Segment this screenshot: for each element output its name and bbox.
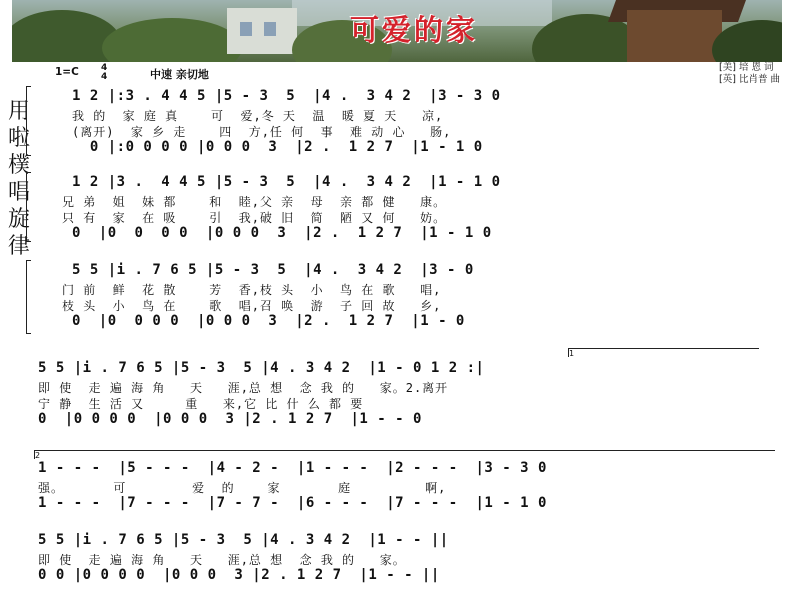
lyric-line: 兄 弟 姐 妹 都 和 睦,父 亲 母 亲 都 健 康。	[62, 195, 447, 209]
house-wall	[227, 8, 297, 54]
side-caption-char: 啦	[7, 126, 30, 151]
notation-line: 0 |0 0 0 0 |0 0 0 3 |2 . 1 2 7 |1 - - 0	[38, 411, 422, 427]
volta-label-2: 2	[35, 451, 41, 460]
time-signature-bottom: 4	[101, 72, 108, 82]
side-caption-char: 律	[7, 234, 30, 259]
lyric-line: 即 使 走 遍 海 角 天 涯,总 想 念 我 的 家。2.离开	[38, 381, 449, 395]
notation-line: 1 2 |:3 . 4 4 5 |5 - 3 5 |4 . 3 4 2 |3 - 3 0	[72, 88, 501, 104]
window	[240, 22, 252, 36]
lyric-line: (离开) 家 乡 走 四 方,任 何 事 难 动 心 肠,	[72, 125, 452, 139]
lyric-line: 我 的 家 庭 真 可 爱,冬 天 温 暖 夏 天 凉,	[72, 109, 444, 123]
notation-line: 5 5 |i . 7 6 5 |5 - 3 5 |4 . 3 4 2 |1 - - ||	[38, 532, 449, 548]
key-signature: 1=C	[55, 66, 79, 78]
system-bracket	[26, 260, 31, 334]
time-signature-top: 4	[101, 63, 108, 73]
notation-line: 0 |:0 0 0 0 |0 0 0 3 |2 . 1 2 7 |1 - 1 0	[72, 139, 483, 155]
volta-label-1: 1	[569, 349, 575, 358]
second-ending-bracket	[34, 450, 775, 459]
lyricist-credit: [美] 培 恩 词	[719, 62, 774, 73]
lyric-line: 只 有 家 在 吸 引 我,破 旧 简 陋 又 何 妨。	[62, 211, 447, 225]
first-ending-bracket	[568, 348, 759, 357]
composer-credit: [英] 比肖普 曲	[719, 74, 780, 85]
time-signature	[101, 64, 107, 82]
song-title: 可爱的家	[350, 13, 479, 47]
notation-line: 0 |0 0 0 0 |0 0 0 3 |2 . 1 2 7 |1 - 0	[72, 313, 465, 329]
notation-line: 1 2 |3 . 4 4 5 |5 - 3 5 |4 . 3 4 2 |1 - 1 0	[72, 174, 501, 190]
notation-line: 5 5 |i . 7 6 5 |5 - 3 5 |4 . 3 4 2 |1 - 0 1 2 :|	[38, 360, 485, 376]
side-caption-char: 唱	[7, 180, 30, 205]
cabin	[627, 10, 722, 62]
lyric-line: 枝 头 小 鸟 在 歌 唱,召 唤 游 子 回 故 乡,	[62, 299, 442, 313]
lyric-line: 强。 可 爱 的 家 庭 啊,	[38, 481, 447, 495]
notation-line: 5 5 |i . 7 6 5 |5 - 3 5 |4 . 3 4 2 |3 - 0	[72, 262, 474, 278]
credits	[719, 62, 780, 86]
notation-line: 0 0 |0 0 0 0 |0 0 0 3 |2 . 1 2 7 |1 - - ||	[38, 567, 440, 583]
notation-line: 1 - - - |7 - - - |7 - 7 - |6 - - - |7 - - - |1 - 1 0	[38, 495, 547, 511]
system-bracket	[26, 172, 31, 242]
side-caption-char: 旋	[7, 207, 30, 232]
side-caption-char: 樸	[7, 153, 30, 178]
notation-line: 0 |0 0 0 0 |0 0 0 3 |2 . 1 2 7 |1 - 1 0	[72, 225, 492, 241]
lyric-line: 即 使 走 遍 海 角 天 涯,总 想 念 我 的 家。	[38, 553, 406, 567]
lyric-line: 门 前 鲜 花 散 芳 香,枝 头 小 鸟 在 歌 唱,	[62, 283, 442, 297]
tree-shape	[102, 18, 242, 62]
notation-line: 1 - - - |5 - - - |4 - 2 - |1 - - - |2 - - - |3 - 3 0	[38, 460, 547, 476]
window	[264, 22, 276, 36]
tree-shape	[712, 20, 782, 62]
system-bracket	[26, 86, 31, 156]
tempo-marking: 中速 亲切地	[150, 68, 209, 81]
lyric-line: 宁 静 生 活 又 重 来,它 比 什 么 都 要	[38, 397, 364, 411]
side-caption-char: 用	[7, 99, 30, 124]
